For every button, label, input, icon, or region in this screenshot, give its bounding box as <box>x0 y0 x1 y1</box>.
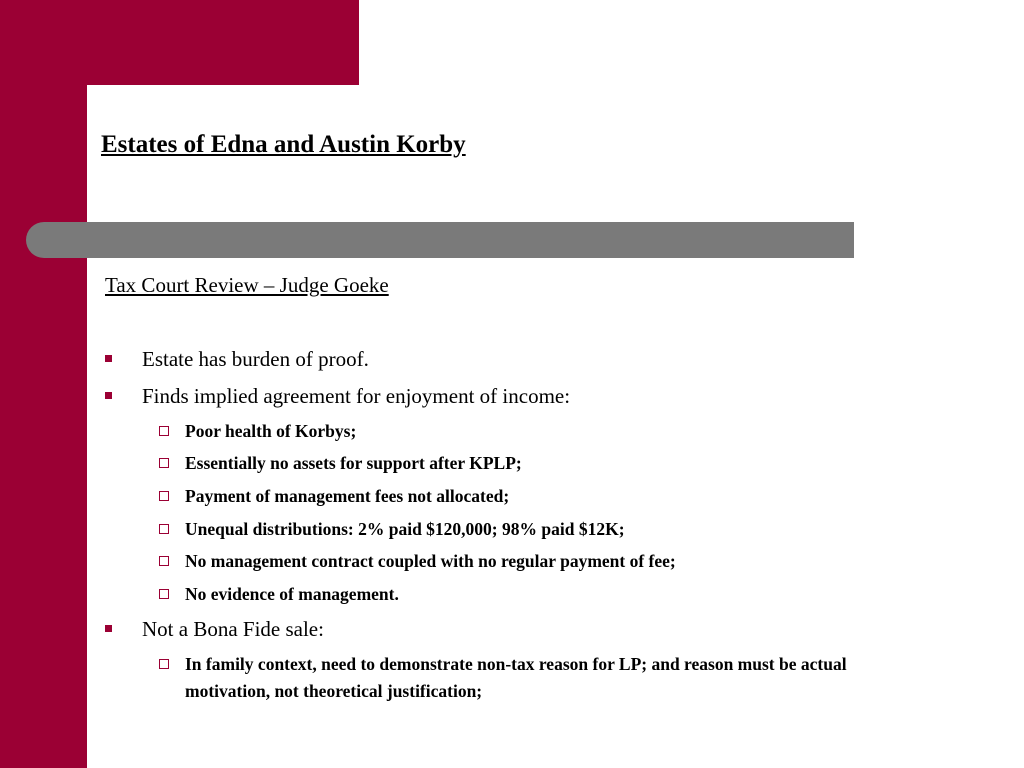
divider-bar <box>26 222 854 258</box>
hollow-square-bullet-icon <box>159 659 169 669</box>
hollow-square-bullet-icon <box>159 556 169 566</box>
bullet-text: Estate has burden of proof. <box>142 347 369 371</box>
bullet-text: Finds implied agreement for enjoyment of income: <box>142 384 571 408</box>
square-bullet-icon <box>105 392 112 399</box>
bullet-item <box>105 384 570 409</box>
hollow-square-bullet-icon <box>159 458 169 468</box>
hollow-square-bullet-icon <box>159 426 169 436</box>
bullet-item <box>105 617 324 642</box>
slide-subtitle: Tax Court Review – Judge Goeke <box>105 273 389 297</box>
sub-bullet-text: No evidence of management. <box>185 584 399 604</box>
sub-bullet-item <box>159 516 919 543</box>
sub-bullet-text: Payment of management fees not allocated; <box>185 486 510 506</box>
sub-bullet-text: In family context, need to demonstrate non-tax reason for LP; and reason must be actual motivation, not theoretical justification; <box>185 654 847 701</box>
sub-bullet-text: Essentially no assets for support after KPLP; <box>185 453 522 473</box>
sub-bullet-text: Unequal distributions: 2% paid $120,000; 98% paid $12K; <box>185 519 625 539</box>
sub-bullet-text: Poor health of Korbys; <box>185 421 357 441</box>
sub-bullet-item <box>159 651 919 705</box>
hollow-square-bullet-icon <box>159 491 169 501</box>
hollow-square-bullet-icon <box>159 589 169 599</box>
square-bullet-icon <box>105 355 112 362</box>
sub-bullet-item <box>159 581 919 608</box>
hollow-square-bullet-icon <box>159 524 169 534</box>
bullet-text: Not a Bona Fide sale: <box>142 617 324 641</box>
sub-bullet-item <box>159 418 919 445</box>
sub-bullet-text: No management contract coupled with no regular payment of fee; <box>185 551 676 571</box>
left-sidebar-band <box>0 0 87 768</box>
square-bullet-icon <box>105 625 112 632</box>
sub-bullet-item <box>159 450 919 477</box>
bullet-item <box>105 347 369 372</box>
sub-bullet-item <box>159 548 919 575</box>
slide-title: Estates of Edna and Austin Korby <box>101 131 466 158</box>
sub-bullet-item <box>159 483 919 510</box>
top-header-block <box>0 0 359 85</box>
